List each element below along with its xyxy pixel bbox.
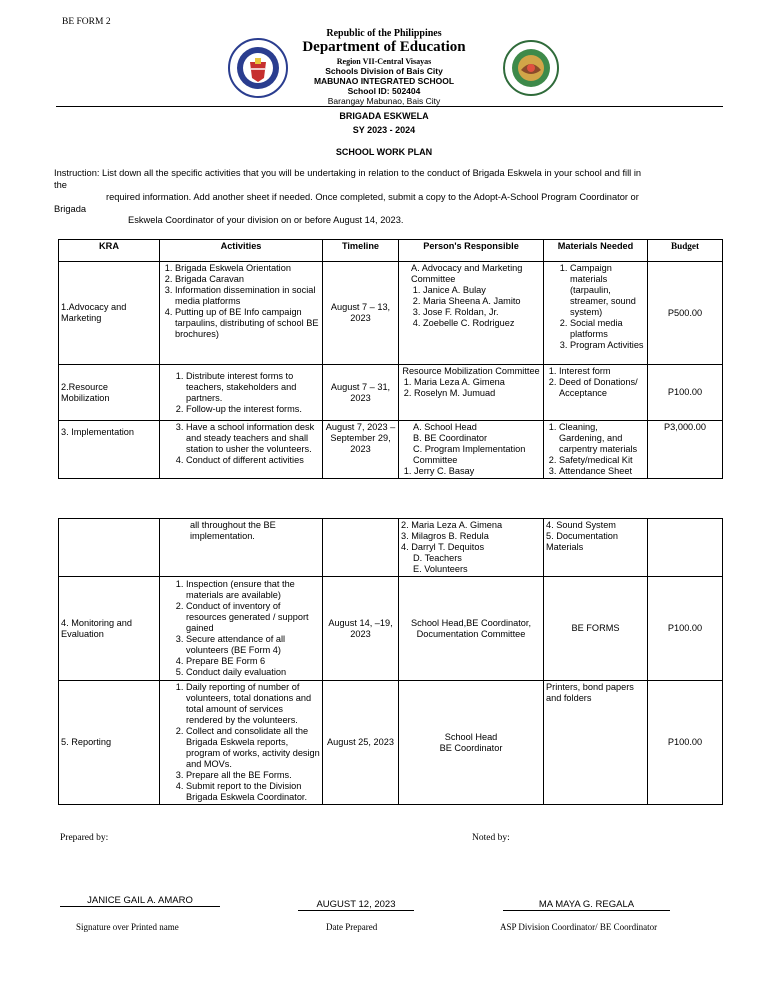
persons-heading: Resource Mobilization Committee [402,366,540,376]
list-item: 4. Prepare BE Form 6 [186,656,320,667]
activities-cell [160,421,323,479]
materials-cell: Printers, bond papers and folders [544,681,648,805]
noter-caption: ASP Division Coordinator/ BE Coordinator [500,922,658,932]
persons-cell [399,262,544,365]
materials-item: 5. Documentation Materials [546,531,619,552]
persons-cell [399,519,544,577]
col-kra: KRA [59,240,160,262]
persons-cell [399,365,544,421]
kra-cell: 1.Advocacy and Marketing [59,262,160,365]
noted-by-label: Noted by: [472,833,510,843]
list-item: 1. Maria Leza A. Gimena [414,377,541,388]
activities-cell [160,577,323,681]
col-budget: Budget [648,240,723,262]
list-item: 4. Submit report to the Division Brigada Eskwela Coordinator. [186,781,320,803]
instruction-line-2: the [54,180,67,190]
timeline-cell: August 7 – 31, 2023 [323,365,399,421]
list-item: 2. Maria Sheena A. Jamito [423,296,541,307]
list-item: 2. Deed of Donations/ Acceptance [559,377,645,399]
timeline-cell: August 25, 2023 [323,681,399,805]
preparer-caption: Signature over Printed name [76,922,179,932]
table-row [59,262,723,365]
kra-cell: 4. Monitoring and Evaluation [59,577,160,681]
list-item: 2. Collect and consolidate all the Brigada Eskwela reports, program of works, activity design and MOVs. [186,726,320,770]
address-line: Barangay Mabunao, Bais City [327,96,441,106]
materials-cell: BE FORMS [544,577,648,681]
list-item: 2. Safety/medical Kit [559,455,645,466]
list-item: 4. Putting up of BE Info campaign tarpaulins, distributing of school BE brochures) [175,307,320,340]
budget-cell: P100.00 [648,577,723,681]
department-line: Department of Education [302,39,466,55]
list-item: 2. Conduct of inventory of resources generated / support gained [186,601,320,634]
kra-cell [59,519,160,577]
title-line-1: BRIGADA ESKWELA [339,111,429,121]
list-item: 4. Conduct of different activities [186,455,320,466]
list-item: 2. Follow-up the interest forms. [186,404,320,415]
work-plan-table [58,239,723,479]
kra-cell: 3. Implementation [59,421,160,479]
list-item: 1. Distribute interest forms to teachers, stakeholders and partners. [186,371,320,404]
list-item: 4. Zoebelle C. Rodriguez [423,318,541,329]
timeline-cell: August 14, –19, 2023 [323,577,399,681]
persons-item: 4. Darryl T. Dequitos [401,542,485,552]
list-item: 1. Cleaning, Gardening, and carpentry materials [559,422,645,455]
table-row [59,519,723,577]
materials-cell [544,421,648,479]
persons-cell [399,681,544,805]
persons-item: E. Volunteers [413,564,468,574]
kra-cell: 5. Reporting [59,681,160,805]
list-item: 3. Secure attendance of all volunteers (BE Form 4) [186,634,320,656]
activities-cell [160,681,323,805]
budget-cell [648,519,723,577]
materials-cell [544,519,648,577]
list-item: 1. Inspection (ensure that the materials are available) [186,579,320,601]
persons-cell [399,421,544,479]
table-header-row [59,240,723,262]
list-item: 3. Attendance Sheet [559,466,645,477]
division-line: Schools Division of Bais City [325,66,443,76]
list-item: 2. Brigada Caravan [175,274,320,285]
header-divider [56,106,723,107]
persons-cell: School Head,BE Coordinator, Documentation Committee [399,577,544,681]
budget-cell: P500.00 [648,262,723,365]
col-persons: Person's Responsible [399,240,544,262]
activities-cell: all throughout the BE implementation. [160,519,323,577]
list-item: 1. Janice A. Bulay [423,285,541,296]
persons-item: 3. Milagros B. Redula [401,531,489,541]
list-item: 1. Campaign materials (tarpaulin, streamer, sound system) [570,263,645,318]
instruction-line-1: Instruction: List down all the specific activities that you will be undertaking in relation to the conduct of Brigada Eskwela in your school and fill in [54,168,642,178]
list-item: 1. Daily reporting of number of volunteers, total donations and total amount of services rendered by the volunteers. [186,682,320,726]
instruction-line-5: Eskwela Coordinator of your division on or before August 14, 2023. [128,215,404,225]
form-label: BE FORM 2 [62,17,111,27]
date-prepared-value: AUGUST 12, 2023 [298,899,414,911]
table-row [59,421,723,479]
persons-item: A. School Head [413,422,477,432]
list-item: 3. Information dissemination in social media platforms [175,285,320,307]
title-line-2: SY 2023 - 2024 [352,125,416,135]
kra-cell: 2.Resource Mobilization [59,365,160,421]
noter-name: MA MAYA G. REGALA [503,899,670,911]
materials-cell [544,365,648,421]
prepared-by-label: Prepared by: [60,833,109,843]
timeline-cell [323,519,399,577]
persons-heading: A. Advocacy and Marketing Committee [411,263,523,284]
activities-cell [160,262,323,365]
title-line-3: SCHOOL WORK PLAN [335,147,433,157]
persons-item: School Head [444,731,498,742]
school-id-line: School ID: 502404 [347,86,421,96]
budget-cell: P100.00 [648,365,723,421]
list-item: 1. Brigada Eskwela Orientation [175,263,320,274]
table-row [59,577,723,681]
instruction-line-4: Brigada [54,204,87,214]
school-line: MABUNAO INTEGRATED SCHOOL [313,76,455,86]
list-item: 2. Roselyn M. Jumuad [414,388,541,399]
list-item: 5. Conduct daily evaluation [186,667,320,678]
list-item: 2. Social media platforms [570,318,645,340]
persons-item: 2. Maria Leza A. Gimena [401,520,503,530]
persons-item: BE Coordinator [439,742,503,753]
work-plan-table-continued [58,518,723,805]
persons-item: D. Teachers [413,553,462,563]
budget-cell: P3,000.00 [648,421,723,479]
timeline-cell: August 7 – 13, 2023 [323,262,399,365]
budget-cell: P100.00 [648,681,723,805]
col-activities: Activities [160,240,323,262]
materials-item: 4. Sound System [546,520,616,530]
instruction-line-3: required information. Add another sheet if needed. Once completed, submit a copy to the Adopt-A-School Program Coordinator or [106,192,639,202]
list-item: 1. Jerry C. Basay [414,466,541,477]
table-row [59,681,723,805]
materials-cell [544,262,648,365]
persons-item: B. BE Coordinator [413,433,488,443]
date-caption: Date Prepared [326,922,378,932]
persons-item: C. Program Implementation Committee [413,444,526,465]
republic-line: Republic of the Philippines [326,28,442,39]
col-timeline: Timeline [323,240,399,262]
table-row [59,365,723,421]
preparer-name: JANICE GAIL A. AMARO [60,895,220,907]
list-item: 3. Program Activities [570,340,645,351]
region-line: Region VII-Central Visayas [336,57,432,66]
list-item: 3. Jose F. Roldan, Jr. [423,307,541,318]
list-item: 1. Interest form [559,366,645,377]
timeline-cell: August 7, 2023 – September 29, 2023 [323,421,399,479]
activities-cell [160,365,323,421]
col-materials: Materials Needed [544,240,648,262]
list-item: 3. Prepare all the BE Forms. [186,770,320,781]
list-item: 3. Have a school information desk and steady teachers and shall station to usher the volunteers. [186,422,320,455]
